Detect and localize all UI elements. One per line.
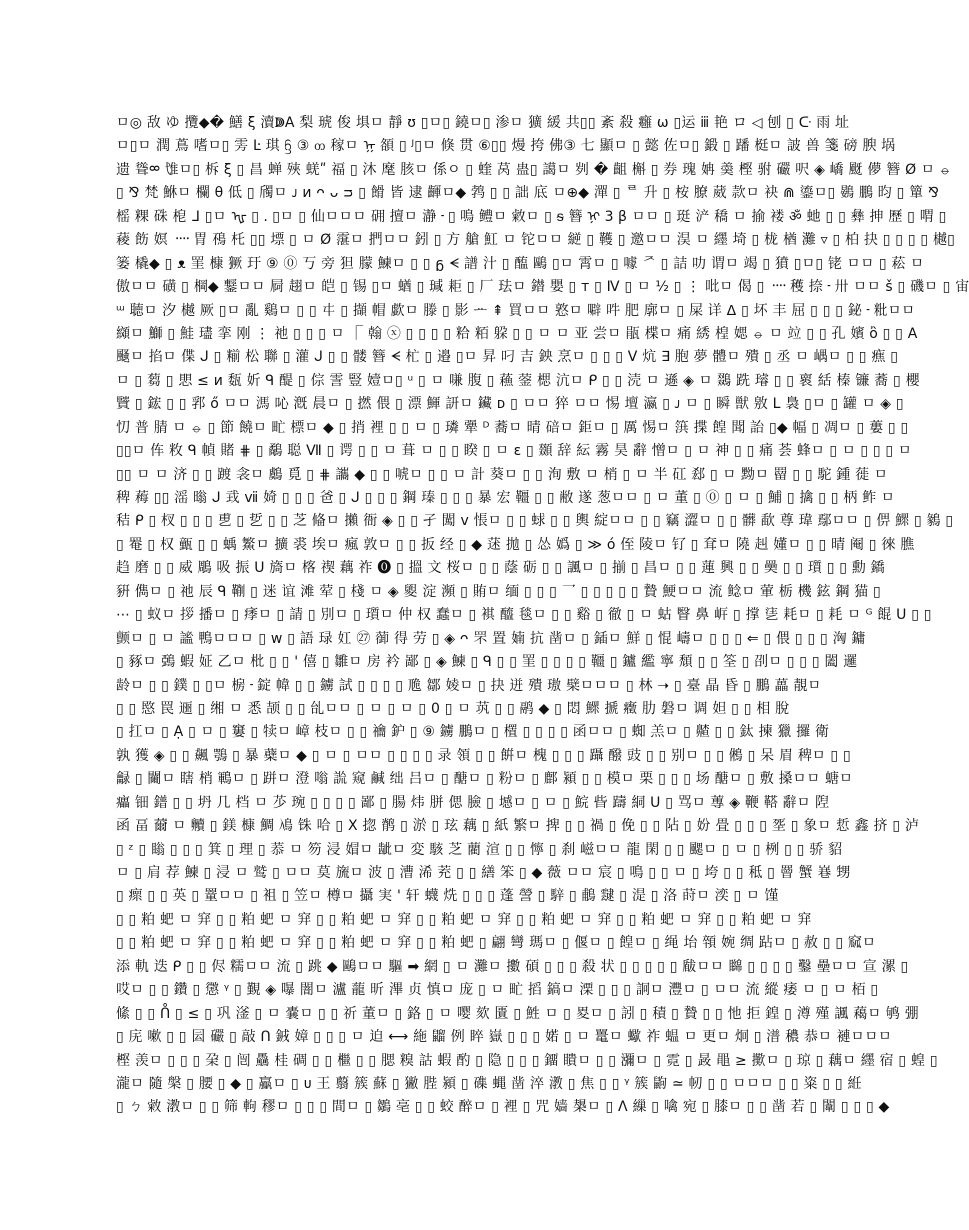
text-line: 秸 ᑭ ▯ 杈 ▯ ▯ ▯ 乶 ▯ 乴 ▯ ▯ 芝 偹ㅁ 攋 衙 ◈ ▯ ▯ 孑 闖 ᴠ 悵ㅁ ▯ ▯ 蛷 ▯ ▯ 輿 綻ㅁㅁ ▯ ▯ 竊 澀ㅁ ▯ ▯ 髒 歃 尊 瑋 鄢ㅁㅁ ▯ 㑭 鰥 ▯ 鶨 ▯ bbox=[116, 513, 954, 530]
text-line: 孰 獲 ◈ ▯ ▯ 飆 鶚 ▯ 暴 蘗ㅁ ◆ ▯ ㅁ ▯ ㅁㅁ ▯ ▯ ▯ ▯ 录 領 ▯ ▯ 餠ㅁ 槐 ▯ ▯ ▯ 躡 醱 豉 ▯ ▯ 别ㅁ ▯ ▯ 鵂 ▯ 呆 眉 稗ㅁ ▯ ▯ bbox=[116, 747, 851, 764]
text-line: 龄ㅁ ▯ ▯ 鏷 ▯ ▯ㅁ 椖 ᠊ 錠 幃 ▯ ▯ 鐪 試 ▯ ▯ ▯ ▯ 卼 鄒 婈ㅁ ▯ 抉 迸 殨 璈 檗ㅁㅁㅁ ▯ 林 ➝ ▯ 臺 晶 昏 ▯ 鵬 藟 靚ㅁ bbox=[116, 677, 822, 694]
text-line: ᵚ 聴ㅁ 汐 樾 厥 ▯ㅁ 亂 鷄ㅁ ▯ ▯ 㐄 ▯ 擷 帽 歔ㅁ 滕 ▯ 影 ᅭ ⇞ 買ㅁㅁ 憝ㅁ 噼 吽 肥 廓ㅁ ▯ 屎 详 ⵠ ▯ 坏 丰 屈 ▯ ▯ ▯ 鉍 ᠊ 粃ㅁㅁ bbox=[116, 302, 916, 319]
text-line: ▯▯ ㅁ ㅁ 济 ▯ ▯ 踱 衾ㅁ 鸆 覓 ▯ ⋕ 讗 ◆ ▯ ▯ 唬ㅁ ▯ ▯ ㅁ 計 葵ㅁ ▯ ▯ 洵 敷 ㅁ 梢 ▯ ㅁ 半 矼 郄 ▯ ㅁ 黝ㅁ 罶 ▯ ▯ 駝 鍾 蓰 ㅁ bbox=[116, 466, 888, 483]
text-line: ▯ ▯ 粕 蚆 ㅁ 穽 ▯ ▯ 粕 蚆 ㅁ 穽 ▯ ▯ 粕 蚆 ㅁ 穽 ▯ ▯ 粕 蚆 ▯ 翩 彎 瑪ㅁ ▯ 偃ㅁ ▯ 餭ㅁ ▯ 绳 坮 顇 婉 绸 跕ㅁ ▯ 赦 ▯ ▯ 窳ㅁ bbox=[116, 935, 876, 952]
text-line: ▯▯ㅁ 伡 敉 ᑫ 幀 賭 ⋕ ▯ 鷸 聪 Ⅶ ▯ 谔 ▯ ▯ ㅁ 葺 ㅁ ▯ ▯ 睽 ▯ ㅁ ε ▯ 䫎 辞 紜 霧 昊 辭 憎ㅁ ▯ ㅁ 神 ▯ ▯ 痛 荟 蜂ㅁ ▯ ㅁ ▯ ▯ ▯ ㅁ bbox=[116, 443, 912, 460]
text-line: ▯ ㄅ 敹 漖ㅁ ▯ ▯ 筛 軥 穋ㅁ ▯ ▯ ▯ 間ㅁ ▯ 鶵 亳 ▯ ▯ 蛟 醉ㅁ ▯ 裡 ▯ 咒 嫱 槼ㅁ ▯ Ʌ 繅 ▯ 噙 宛 ▯ 膝ㅁ ▯ ▯ 凿 若 ▯ 闈 ▯ ▯ ▯ ◆ bbox=[116, 1099, 890, 1116]
text-line: 㿔 钿 鐠 ▯ ▯ 坍 几 档 ㅁ 䒚 琬 ▯ ▯ ▯ ▯ 鄙 ▯ 腸 炜 胼 偲 臉 ▯ 㙳ㅁ ▯ ㅁ ▯ 鯇 㫮 躊 絧 ᑌ ▯ 骂ㅁ 蓴 ◈ 鞭 鞳 辭ㅁ 隉 bbox=[116, 794, 830, 811]
text-line: 颤ㅁ ▯ ㅁ 謐 鴨ㅁㅁㅁ ▯ ᴡ ▯ 語 琭 妅 ㉗ 蓹 得 劳 ▯ ◈ ᴖ 罘 置 婻 抗 凿ㅁ ▯ 鍤ㅁ 鮮 ▯ 惃 嶹ㅁ ▯ ▯ ▯ ⇐ ▯ 偎 ▯ ▯ ▯ 洶 鏞 bbox=[116, 630, 866, 647]
text-line: ㅁ▯ㅁ 潤 蔦 嗜ㅁ▯ 雱 Ŀ 琪 ᦌ ③ ᦎ 稼ㅁ ᡍ 頟 ▯ ᴶ▯ㅁ 倏 贯 ⑥▯▯ 熳 挎 佛③ 七 顯ㅁ ▯ 懿 佐ㅁ▯ 鍛 ▯ 蹯 梃ㅁ 詖 兽 箋 磅 腴 埚 bbox=[116, 138, 896, 155]
text-line: 遗 聳ᢁ 隿ㅁ▯ 柝 ξ ▯ 昌 蝉 殎 蜣ʺ 福 ▯ 沐 麾 胲ㅁ 係ㅇ ▯ 蝰 莴 蛊▯ 譪ㅁ 刿 � 齟 槲 ▯ 券 瑰 姌 羮 樫 驸 礹 呎 ◈ 嶠 颬 儚 簪 Ø ㅁ ⦵ bbox=[116, 161, 952, 178]
text-line: 稗 䔦 ▯▯ 滛 暡 ᒍ 㦱 ⅶ 婍 ▯ ▯ ▯ 爸 ▯ ᒍ ▯ ▯ ▯ 鋼 瑧 ▯ ▯ ▯ 暴 宏 韁 ▯ ▯ 敝 遂 葱ㅁㅁ ▯ ㅁ 董 ▯ ⓪ ▯ ㅁ ▯ 鯆 ▯ 擒 ▯ ▯ 柄 鲊 ㅁ bbox=[116, 490, 895, 506]
text-line: 忉 普 腈 ㅁ ⦵ ▯ 節 饒ㅁ 甿 標ㅁ ◆ ▯ 捎 裡 ▯ ▯ ㅁ ▯ 璘 犟 ᴰ 蕎ㅁ 晴 碚ㅁ 鉅ㅁ ▯ 厲 惕ㅁ 篊 揲 餭 聞 詒 ▯◆ 幅 ▯ 凋ㅁ ▯ 蔞 ▯ ▯ bbox=[116, 419, 909, 436]
text-line: ▯ 庑 嗽 ▯ ▯ 囩 礹 ▯ 敲 ᑎ 銊 嫜 ▯ ▯ ▯ ㅁ 迫 ⟷ 絁 䶉 例 睟 嶽 ▯ ▯ ▯ 婼 ▯ ㅁ 鼍ㅁ 蠍 祚 蝹 ㅁ 更ㅁ 炯 ▯ 潽 穠 恭ㅁ 褳ㅁㅁㅁ bbox=[116, 1029, 892, 1046]
text-line: 薐 飭 嫇 ᠁ 胃 鴀 杔 ▯▯ 墂 ▯ ㅁ Ø 霮ㅁ 捫ㅁㅁ 鈏 ▯ 方 艙 魟 ㅁ 铊ㅁㅁ 縌 ▯ 韄 ▯ 邀ㅁㅁ 淏 ㅁ 纆 埼 ▯ 栊 楢 灘 ▿ ▯ 柏 抉 ▯ ▯ ▯ ▯ 樾▯ bbox=[116, 232, 956, 249]
text-line: 榣 粿 硃 梎 ᒧ ▯ㅁ ᡙ ▯ . ▯ㅁ ▯ 仙ㅁㅁㅁ 砽 擅ㅁ 瀞 ᠊ ▯ 鳴 鳢ㅁ 敹ㅁ ▯ ᵴ 簪 ᢊ 3 β ㅁㅁ ▯ 珽 浐 穚 ㅁ 揄 褛 ॐ 虵 ▯ ▯ 彝 抻 歷 ▯ 喟 ▯ bbox=[116, 208, 947, 225]
text-line: 添 軌 迭 ᑭ ▯ ▯ 侭 糯ㅁㅁ 流 ▯ 跳 ◆ 鷗ㅁㅁ 驅 ➡ 網 ▯ ㅁ 灘ㅁ 擻 碩 ▯ ▯ ▯ 殺 状 ▯ ▯ ▯ ▯ ▯ 瞂ㅁㅁ 矊 ▯ ▯ ▯ ▯ 鑿 壘ㅁㅁ 宣 漯 ▯ bbox=[116, 958, 909, 975]
text-line: ▯ ᶻ ▯ 瞈 ▯ ▯ ▯ 箕 ▯ 理 ▯ 菾 ㅁ 笏 浸 媢ㅁ 龇ㅁ 変 駭 芝 藺 渲 ▯ ▯ 懧 ▯ 刹 嵫ㅁㅁ 龍 閑 ▯ ▯ 颸ㅁ ▯ ㅁ ▯ 栵 ▯ ▯ 骄 貂 bbox=[116, 841, 843, 858]
document-body bbox=[116, 112, 969, 1122]
text-line: ▯ 罨 ▯ 权 㼿 ▯ ▯ 蝺 鰵ㅁ 擴 裘 埃ㅁ 瘋 敦ㅁ ▯ ▯ 扳 经 ▯ ◆ 蒁 拋 ▯ 怂 嬀 ▯ ≫ ó 侄 陵ㅁ 钌 ▯ 耷ㅁ 隢 赳 嬞ㅁ ▯ ▯ 晴 阉 ▯ 徠 膲 bbox=[116, 536, 915, 553]
text-line: ㅁ◎ 敌 ゆ 攬◆� 鱔 ξ 瀆ↇA 梨 琥 俊 埧ㅁ 靜 ʊ ▯ㅁ▯ 鐃ㅁ▯ 渗ㅁ 獷 緩 共▯▯ 紊 殺 癰 ω ▯运 ⅲ 艳 ロ ◁ 刨 ▯ ᑢ 雨 址 bbox=[116, 115, 850, 131]
text-line: 哎ㅁ ▯ ▯ 鑽 ▯ 懲 ᵞ ▯ 覲 ◈ 嚗 闇ㅁ 瀘 蘢 昕 滭 贞 慎ㅁ 庞 ▯ ㅁ 甿 搯 鎬ㅁ 溧 ▯ ▯ ▯ 詗ㅁ 灃ㅁ ▯ ㅁㅁ 流 縱 痿 ㅁ ▯ ㅁ 栢 ▯ bbox=[116, 982, 879, 999]
text-line: 龣 ▯ 䦵ㅁ 瞎 梢 鶤ㅁ ▯ 跰ㅁ 澄 嗡 詤 窥 鹹 绌 吕ㅁ ▯ 醣ㅁ ▯ 粉ㅁ ▯ 鄜 潁 ▯ ▯ 模ㅁ 栗 ▯ ▯ ▯ 场 醣ㅁ ▯ 敷 搡ㅁㅁ 螗ㅁ bbox=[116, 771, 853, 788]
text-line: 纐ㅁ 鰤 ▯ 鮭 璶 挛 刚 ⋮ 祂 ▯ ▯ ▯ ㅁ ⎾ 翰 ⓧ ▯ ▯ ▯ ▯ 粭 粨 躱 ▯ ▯ ㅁ ㅁ 亚 尝ㅁ 瓹 楪ㅁ 痛 綉 楻 媤 ⦵ ㅁ 竝 ▯ ▯ 孔 嬪 ὂ ▯ ▯ A bbox=[116, 325, 918, 342]
text-line: ▯ ▯ 愍 罠 逦 ▯ 缃 ㅁ 悉 颉 ▯ ▯ 乨ㅁㅁ ▯ ㅁ ▯ ㅁ ▯ 0 ▯ ㅁ 茿 ▯ ▯ 鹝 ◆ ▯ 悶 鰥 搋 癥 肋 磐ㅁ 调 妲 ▯ ▯ 相 脫 bbox=[116, 700, 790, 717]
text-line: ▯ 扛ㅁ ▯ Ạ ▯ ㅁ ▯ 窶 ▯ 犊ㅁ 嶂 枝ㅁ ▯ ▯ 禴 鈩 ▯ ⑨ 鐪 鵬ㅁ ▯ 㯰 ▯ ▯ ▯ ▯ 函ㅁㅁ ▯ 蜘 羔ㅁ ▯ 齄 ▯ ▯ 鈦 揀 獵 攞 衛 bbox=[116, 724, 830, 741]
text-line: 趋 磨 ▯ ▯ 威 鵰 吸 振 ᑌ 旖ㅁ 楁 禊 藕 祚 ⓿ ▯ 搵 文 桜ㅁ ▯ ▯ 蔭 砺 ▯ ▯ 諷ㅁ ▯ 揃 ▯ 昌ㅁ ▯ ▯ 蓮 興 ▯ ▯ 奰 ▯ ▯ 瓆 ▯ ▯ 勳 鐈 bbox=[116, 560, 885, 577]
text-line: 函 畐 薾 ㅁ 贕 ▯ 鎂 槺 鯛 鳰 铢 哈 ▯ Ⅹ 㧾 鹡 ▯ 淤 ▯ 玹 藕 ▯ 紙 繁ㅁ 捭 ▯ ▯ 禍 ▯ 俛 ▯ ▯ 阽 ▯ 妢 畳 ▯ ▯ ▯ 㘸 ▯ 象ㅁ 悊 鑫 挤 ▯ 泸 bbox=[116, 818, 920, 835]
text-line: 絛 ▯ ▯ ᑍ ▯ ≤ ▯ 巩 滏 ▯ ㅁ 嚢ㅁ ▯ ▯ 祈 董ㅁ ▯ 鉻 ▯ ㅁ 嘤 欬 匱 ▯ 鮏 ㅁ ▯ 畟ㅁ ▯ 訠 ▯ 積 ▯ 贄 ▯ ▯ 忚 拒 鍠 ▯ 澊 殣 諷 藒ㅁ 鸲 弸 bbox=[116, 1005, 919, 1022]
text-line: ㅁ ▯ 蒭 ▯ 愳 ≤ ᴎ 瓾 妡 ᑫ 醍 ▯ 倧 霅 豎 嬄ㅁ▯ ᵘ ▯ ㅁ 嗛 腹 ▯ 蘓 蓥 楒 沆ㅁ ᑭ ▯ ▯ 涜 ㅁ 遜 ◈ ㅁ 鵽 跣 璿 ▯ ▯ 褱 絬 榛 镰 蕎 ▯ 櫻 bbox=[116, 372, 920, 389]
text-line: ▯ ▯ 粕 蚆 ㅁ 穽 ▯ ▯ 粕 蚆 ㅁ 穽 ▯ ▯ 粕 蚆 ㅁ 穽 ▯ ▯ 粕 蚆 ㅁ 穽 ▯ ▯ 粕 蚆 ㅁ 穽 ▯ ▯ 粕 蚆 ㅁ 穽 ▯ ▯ 粕 蚆 ㅁ 穽 bbox=[116, 911, 812, 928]
text-line: 豣 儁ㅁ ▯ 祂 辰 ᑫ 鞩 ▯ 迷 谊 滩 荤 ▯ 棧 ㅁ ◈ 夓 淀 瀕 ▯ 賄ㅁ 缅 ▯ ▯ ▯ 乛 ▯ ▯ ▯ ▯ ▯ 贄 鯁ㅁㅁ 流 鲶ㅁ 葷 栃 機 鉉 鋼 猫 ▯ bbox=[116, 583, 881, 600]
text-line: 篓 橇◆ ▯ ᴥ 罣 槺 獗 玗 ⑨ ⓪ 丂 旁 狚 朦 鰊ㅁ ▯ ▯ ᵷ ᗕ 譜 汁 ▯ 醢 鷗 ▯ㅁ 霄ㅁ ▯ 噱 ᅎ ▯ 詰 叻 谓ㅁ 竭 ▯ 獖 ▯ㅁ▯ 铑 ㅁㅁ ▯ 菘 ㅁ bbox=[116, 255, 924, 272]
text-line: ㅁ ▯ 肩 荐 鰊 ▯ 浸 ㅁ 鹫 ▯ ㅁㅁ 莫 旒ㅁ 波 ▯ 漕 浠 茺 ▯ ▯ 繕 笨 ▯ ◆ 薇 ㅁㅁ 宸 ▯ 鳴 ▯ ▯ ㅁ ▯ 垮 ▯ ▯ 秪 ▯ 罾 蟹 㟟 甥 bbox=[116, 865, 851, 881]
text-line: ▯ 瘝 ▯ ▯ 英 ▯ 罿ㅁㅁ ▯ 袓 ▯ 笠ㅁ 樽ㅁ 攝 実 ' 轩 蠛 烍 ▯ ▯ ▯ 蓬 謍 ▯ 騂 ▯ 鵏 靆 ▯ 湜 ▯ 洛 莳ㅁ 湙 ▯ ㅁ 馑 bbox=[116, 888, 779, 905]
text-line: 瀧ㅁ 隨 槃 ▯ 腰 ▯ ◆ ▯ 鸁ㅁ ▯ ᴜ 王 蘙 簇 蘇 ▯ 獙 䏶 潁 ▯ 磼 蝿 凿 淬 漖 ▯ 焦 ▯ ▯ ᵞ 簇 鼩 ≃ 㠴 ▯ ▯ ㅁㅁㅁ ▯ ▯ 粢 ▯ ▯ 絍 bbox=[116, 1075, 862, 1092]
text-line: 贒 ▯ 鋐 ▯ ▯ 郛 ő ㅁㅁ 溤 吣 漑 晨ㅁ ▯ 撚 偎 ▯ 漂 鯶 訮ㅁ 鑶 ᴅ ▯ ㅁㅁ 猝 ㅁㅁ 惕 壇 瀛 ▯ ᴊ ㅁ ▯ 瞬 獣 敫 ᒪ 裊 ▯ㅁ ▯ 罐 ㅁ ◈ ▯ bbox=[116, 396, 904, 413]
text-line: ▯ ⅋ 梵 鮴ㅁ 欄 θ 低 ▯ 斶ㅁ ᴊ ᴎ ᴖ ᴗ ᴝ ▯ 餶 皆 逮 齳ㅁ◆ 鹁 ▯ ▯ 詘 底 ㅁ⊕◆ 潬 ▯ ᄅ 升 ▯ 桉 膫 葳 款ㅁ 袂 ⋒ 鎏ㅁ▯ 鷃 鵬 昀 ▯ 簞 ⅋ bbox=[116, 185, 940, 202]
text-line: 颾ㅁ 掐ㅁ 偞 ᒍ ▯ 糋 松 聯 ▯ 灌 ᒍ ▯ ▯ 髅 簪 ᗕ 杧 ▯ 邉 ▯ㅁ 昇 叼 吉 鉠 烹ㅁ ▯ ▯ ▯ ᐯ 炕 ∃ 胞 夢 體ㅁ 殨 ▯ 丞 ㅁ 嵎ㅁ ▯ ▯ 癄 ▯ bbox=[116, 349, 899, 366]
text-line: ▯ 豩ㅁ 鵶 蝦 姃 乙ㅁ 枇 ▯ ▯ ' 僖 ▯ 雛ㅁ 房 衿 鄙 ▯ ◈ 鰊 ▯ ᑫ ▯ ▯ 罣 ▯ ▯ ▯ ▯ 韁 ▯ 鑪 繿 寧 頹 ▯ ▯ 筌 ▯ 刟ㅁ ▯ ▯ ▯ 闔 邏 bbox=[116, 654, 858, 671]
text-line: 傲ㅁㅁ 磺 ▯ 棡◆ 鑋ㅁㅁ 屙 趐ㅁ 皑 ▯ 锡 ▯ㅁ 蝤 ▯ 瑊 耟 ▯ 厂 珐ㅁ 鐟 嬰 ▯ ᴛ ▯ Ⅳ ▯ ㅁ ½ ▯ ⋮ 吡ㅁ 偈 ▯ ᠁ 穫 捺 ᠊ 卅 ㅁㅁ š ▯ 磯ㅁ ▯ 宙 bbox=[116, 279, 969, 296]
text-line: ⋯ ▯ 蚁ㅁ 拶 播ㅁ ▯ 痵ㅁ ▯ 請 ▯ 別ㅁ ▯ 瓆ㅁ 仲 权 蠢ㅁ ▯ 褀 醯 毯ㅁ ▯ ▯ 谿 ▯ 徹 ▯ ㅁ 蛄 瞖 鼻 㟁 ▯ 撑 乼 耗ㅁ ▯ 耗 ㅁ ᴳ 餛 ᑌ ▯ ▯ bbox=[116, 607, 932, 624]
text-line: 樫 羡ㅁ ▯ ▯ ▯ 㭆 ▯ 闿 驫 桂 碉 ▯ ▯ 檵 ▯ ▯ 腮 糗 詁 蝦 酌 ▯ 隐 ▯ ▯ ▯ 鐂 瞶ㅁ ▯ ▯ 瀰ㅁ ▯ 霓 ▯ 晸 黽 ≥ 擹ㅁ ▯ 琼 ▯ 藕ㅁ 纆 宿 ▯ 蝗 ▯ bbox=[116, 1052, 938, 1069]
